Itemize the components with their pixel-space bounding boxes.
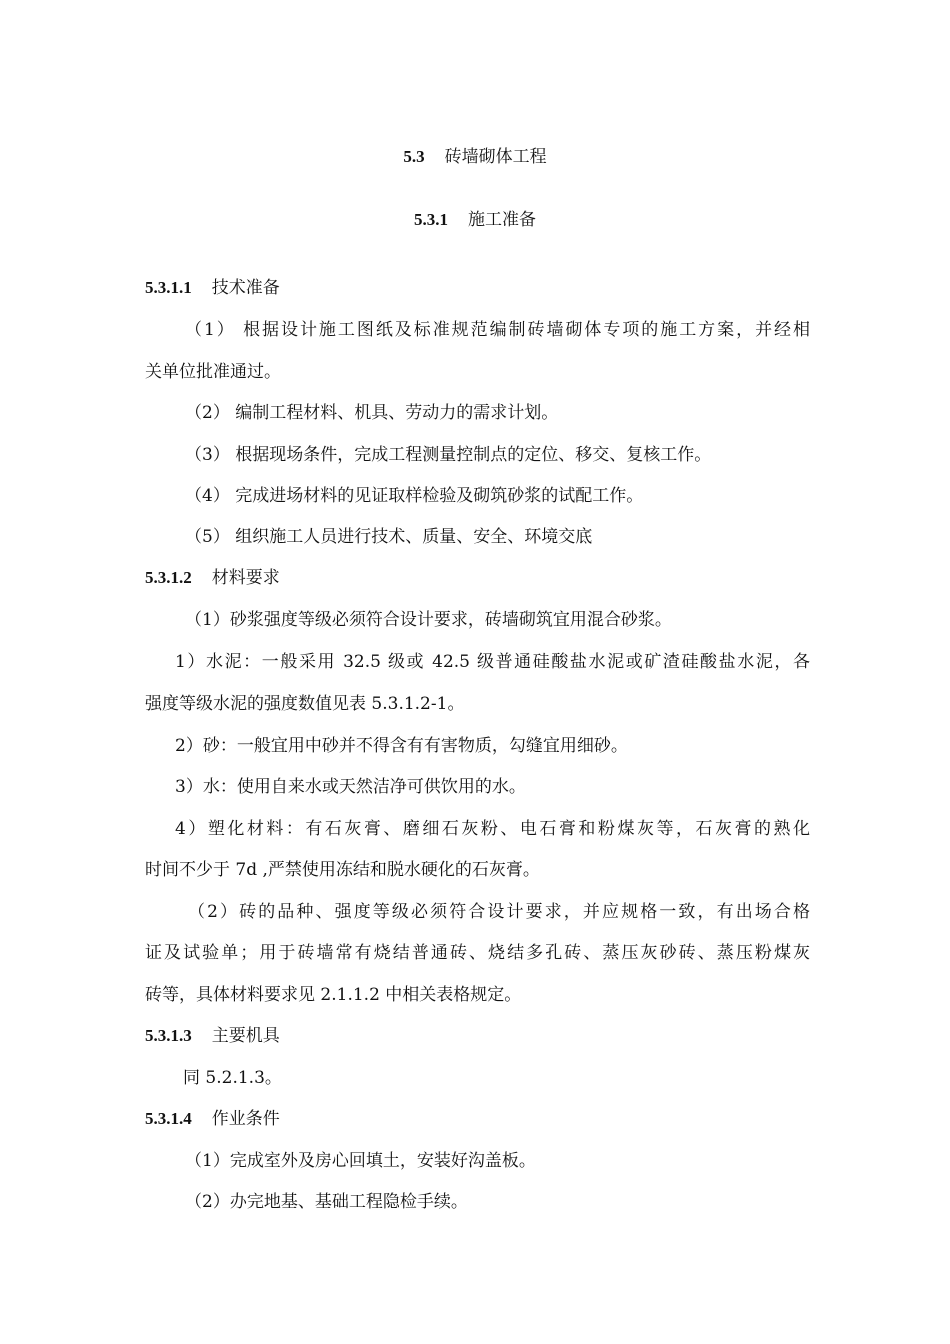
paragraph-line: 1）水泥：一般采用 32.5 级或 42.5 级普通硅酸盐水泥或矿渣硅酸盐水泥，各 [175,652,810,672]
paragraph-line: 关单位批准通过。 [145,362,281,382]
clause-number: 5.3.1.3 [145,1026,192,1045]
paragraph-line: （4） 完成进场材料的见证取样检验及砌筑砂浆的试配工作。 [185,486,644,506]
paragraph-line: 同 5.2.1.3。 [183,1068,282,1088]
paragraph-line: （1）完成室外及房心回填土，安装好沟盖板。 [185,1151,536,1171]
paragraph-line: 3）水：使用自来水或天然洁净可供饮用的水。 [175,777,526,797]
paragraph-line: （5） 组织施工人员进行技术、质量、安全、环境交底 [185,527,593,547]
paragraph-line: 砖等，具体材料要求见 2.1.1.2 中相关表格规定。 [145,985,522,1005]
clause-title: 主要机具 [211,1026,280,1046]
paragraph-line: （2） 编制工程材料、机具、劳动力的需求计划。 [185,403,559,423]
clause-heading [145,1107,810,1131]
section-heading [0,145,950,169]
subsection-heading [0,208,950,232]
clause-title: 作业条件 [211,1109,280,1129]
paragraph-line: 强度等级水泥的强度数值见表 5.3.1.2-1。 [145,694,465,714]
clause-heading [145,276,810,300]
subheading-title: 施工准备 [468,210,536,230]
paragraph-line: （2）办完地基、基础工程隐检手续。 [185,1192,468,1212]
clause-heading [145,566,810,590]
paragraph-line: 时间不少于 7d ,严禁使用冻结和脱水硬化的石灰膏。 [145,860,540,880]
paragraph-line: 4）塑化材料：有石灰膏、磨细石灰粉、电石膏和粉煤灰等，石灰膏的熟化 [175,819,810,839]
paragraph-line: 2）砂：一般宜用中砂并不得含有有害物质，勾缝宜用细砂。 [175,736,628,756]
clause-title: 技术准备 [211,278,280,298]
heading-number: 5.3 [403,147,425,166]
subheading-number: 5.3.1 [414,210,448,229]
paragraph-line: 证及试验单；用于砖墙常有烧结普通砖、烧结多孔砖、蒸压灰砂砖、蒸压粉煤灰 [145,943,810,963]
heading-title: 砖墙砌体工程 [444,147,547,167]
paragraph-line: （3） 根据现场条件，完成工程测量控制点的定位、移交、复核工作。 [185,445,712,465]
clause-number: 5.3.1.4 [145,1109,192,1128]
clause-number: 5.3.1.2 [145,568,192,587]
paragraph-line: （1） 根据设计施工图纸及标准规范编制砖墙砌体专项的施工方案，并经相 [185,320,810,340]
clause-heading [145,1024,810,1048]
clause-number: 5.3.1.1 [145,278,192,297]
paragraph-line: （1）砂浆强度等级必须符合设计要求，砖墙砌筑宜用混合砂浆。 [185,610,672,630]
paragraph-line: （2）砖的品种、强度等级必须符合设计要求，并应规格一致，有出场合格 [188,902,810,922]
clause-title: 材料要求 [211,568,280,588]
